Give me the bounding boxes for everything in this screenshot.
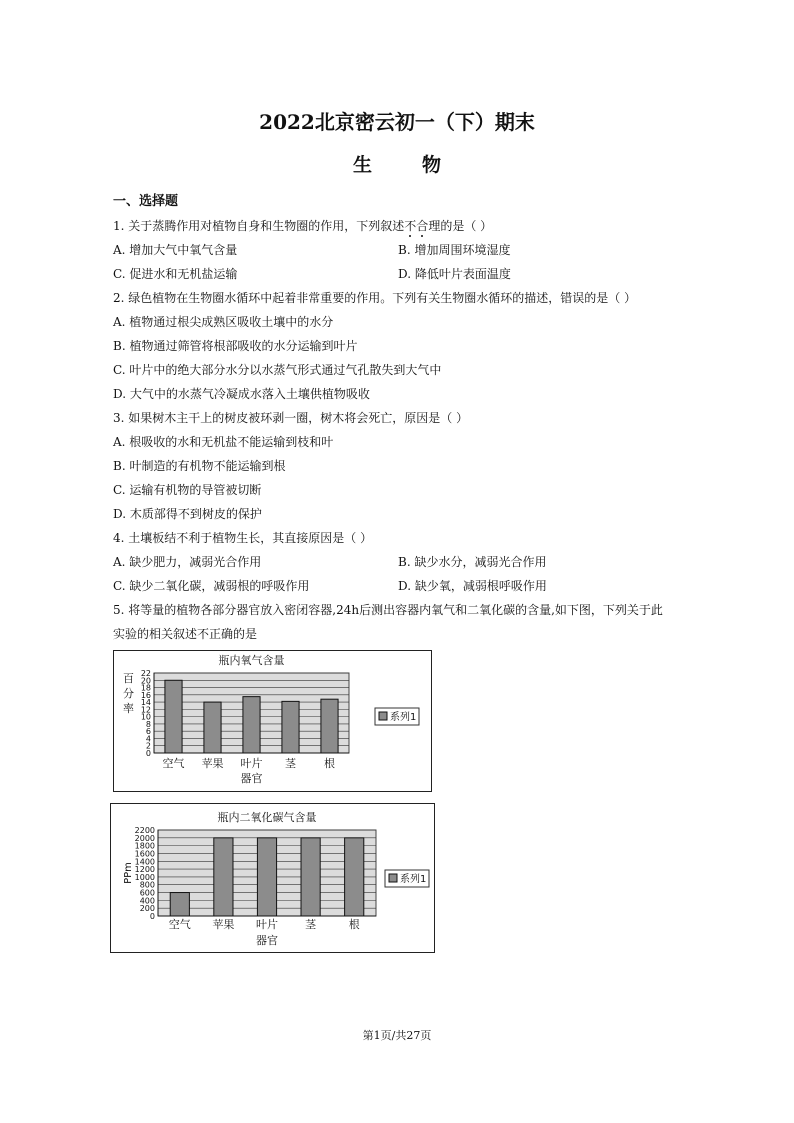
y-axis-label: 百分率 bbox=[121, 672, 135, 718]
bar-5 bbox=[345, 838, 364, 916]
x-category-label: 叶片 bbox=[240, 757, 263, 770]
y-tick-label: 1800 bbox=[134, 841, 155, 851]
y-tick-label: 22 bbox=[140, 669, 151, 678]
y-tick-label: 1400 bbox=[134, 857, 155, 867]
y-tick-label: 2 bbox=[145, 741, 151, 751]
page-title: 2022北京密云初一（下）期末 bbox=[259, 110, 535, 134]
chart-title: 瓶内二氧化碳气含量 bbox=[217, 811, 317, 824]
y-tick-label: 1600 bbox=[134, 849, 155, 859]
question-4-option-a: A. 缺少肥力，减弱光合作用 bbox=[113, 555, 262, 569]
y-tick-label: 12 bbox=[140, 705, 151, 715]
page-footer: 第1页/共27页 bbox=[362, 1029, 432, 1042]
bar-2 bbox=[214, 838, 233, 916]
question-3-stem: 3. 如果树木主干上的树皮被环剥一圈，树木将会死亡，原因是（ ） bbox=[113, 411, 469, 425]
bar-3 bbox=[257, 838, 276, 916]
bar-2 bbox=[204, 702, 221, 753]
bar-5 bbox=[321, 699, 338, 753]
x-category-label: 根 bbox=[324, 757, 335, 770]
y-axis-label: PPm bbox=[123, 862, 134, 884]
legend-swatch bbox=[389, 874, 397, 882]
y-tick-label: 800 bbox=[139, 880, 155, 890]
question-1-option-c: C. 促进水和无机盐运输 bbox=[113, 267, 238, 281]
question-4-stem: 4. 土壤板结不利于植物生长，其直接原因是（ ） bbox=[113, 531, 373, 545]
question-5-stem-line-2: 实验的相关叙述不正确的是 bbox=[113, 627, 258, 641]
question-2-option-c: C. 叶片中的绝大部分水分以水蒸气形式通过气孔散失到大气中 bbox=[113, 363, 442, 377]
y-tick-label: 16 bbox=[140, 690, 151, 700]
y-tick-label: 400 bbox=[139, 896, 155, 906]
y-tick-label: 1200 bbox=[134, 865, 155, 875]
question-3-option-a: A. 根吸收的水和无机盐不能运输到枝和叶 bbox=[113, 435, 334, 449]
y-tick-label: 6 bbox=[145, 727, 151, 737]
question-4-option-c: C. 缺少二氧化碳，减弱根的呼吸作用 bbox=[113, 579, 310, 593]
x-category-label: 茎 bbox=[305, 918, 317, 931]
legend-label: 系列1 bbox=[400, 874, 427, 885]
question-1-stem: 1. 关于蒸腾作用对植物自身和生物圈的作用，下列叙述不合理的是（ ） bbox=[113, 219, 493, 233]
x-category-label: 茎 bbox=[285, 757, 296, 770]
question-1-option-d: D. 降低叶片表面温度 bbox=[398, 267, 511, 281]
question-4-option-d: D. 缺少氧，减弱根呼吸作用 bbox=[398, 579, 547, 593]
y-tick-label: 2200 bbox=[134, 826, 155, 835]
x-category-label: 空气 bbox=[168, 918, 191, 931]
question-2-stem: 2. 绿色植物在生物圈水循环中起着非常重要的作用。下列有关生物圈水循环的描述，错误的是（ ） bbox=[113, 291, 637, 305]
question-2-option-d: D. 大气中的水蒸气冷凝成水落入土壤供植物吸收 bbox=[113, 387, 370, 401]
legend-swatch bbox=[379, 712, 387, 720]
x-category-label: 苹果 bbox=[201, 757, 224, 770]
x-axis-label: 器官 bbox=[240, 772, 263, 785]
bar-1 bbox=[170, 893, 189, 916]
y-tick-label: 20 bbox=[140, 676, 151, 686]
x-axis-label: 器官 bbox=[256, 934, 278, 947]
emphasis-char: 不 bbox=[404, 219, 417, 233]
y-tick-label: 200 bbox=[139, 904, 155, 914]
y-tick-label: 18 bbox=[140, 683, 151, 693]
question-3-option-b: B. 叶制造的有机物不能运输到根 bbox=[113, 459, 286, 473]
bar-4 bbox=[301, 838, 320, 916]
y-tick-label: 0 bbox=[149, 912, 155, 921]
co2-chart bbox=[110, 803, 435, 953]
question-5-stem-line-1: 5. 将等量的植物各部分器官放入密闭容器,24h后测出容器内氧气和二氧化碳的含量,如下图，下列关于此 bbox=[113, 603, 663, 617]
question-2-option-b: B. 植物通过筛管将根部吸收的水分运输到叶片 bbox=[113, 339, 358, 353]
y-tick-label: 8 bbox=[145, 719, 151, 729]
subject-title: 生物 bbox=[352, 154, 491, 176]
question-2-option-a: A. 植物通过根尖成熟区吸收土壤中的水分 bbox=[113, 315, 334, 329]
bar-1 bbox=[165, 680, 182, 753]
x-category-label: 叶片 bbox=[256, 918, 278, 931]
y-tick-label: 14 bbox=[140, 698, 151, 708]
y-tick-label: 1000 bbox=[134, 872, 155, 882]
y-tick-label: 10 bbox=[140, 712, 151, 722]
oxygen-chart-svg bbox=[114, 651, 431, 791]
y-tick-label: 4 bbox=[145, 734, 151, 744]
x-category-label: 苹果 bbox=[212, 918, 235, 931]
chart-title: 瓶内氧气含量 bbox=[218, 654, 285, 667]
question-3-option-d: D. 木质部得不到树皮的保护 bbox=[113, 507, 262, 521]
y-tick-label: 0 bbox=[145, 749, 151, 758]
x-category-label: 根 bbox=[348, 918, 360, 931]
co2-chart-svg bbox=[111, 804, 434, 952]
legend-label: 系列1 bbox=[390, 712, 417, 723]
y-tick-label: 600 bbox=[139, 888, 155, 898]
question-4-option-b: B. 缺少水分，减弱光合作用 bbox=[398, 555, 547, 569]
oxygen-chart bbox=[113, 650, 432, 792]
section-heading: 一、选择题 bbox=[113, 194, 179, 209]
y-tick-label: 2000 bbox=[134, 833, 155, 843]
emphasis-char: 合 bbox=[416, 219, 429, 233]
x-category-label: 空气 bbox=[162, 757, 185, 770]
question-1-option-a: A. 增加大气中氧气含量 bbox=[113, 243, 238, 257]
bar-3 bbox=[243, 697, 260, 753]
question-1-option-b: B. 增加周围环境湿度 bbox=[398, 243, 511, 257]
bar-4 bbox=[282, 701, 299, 753]
question-3-option-c: C. 运输有机物的导管被切断 bbox=[113, 483, 262, 497]
